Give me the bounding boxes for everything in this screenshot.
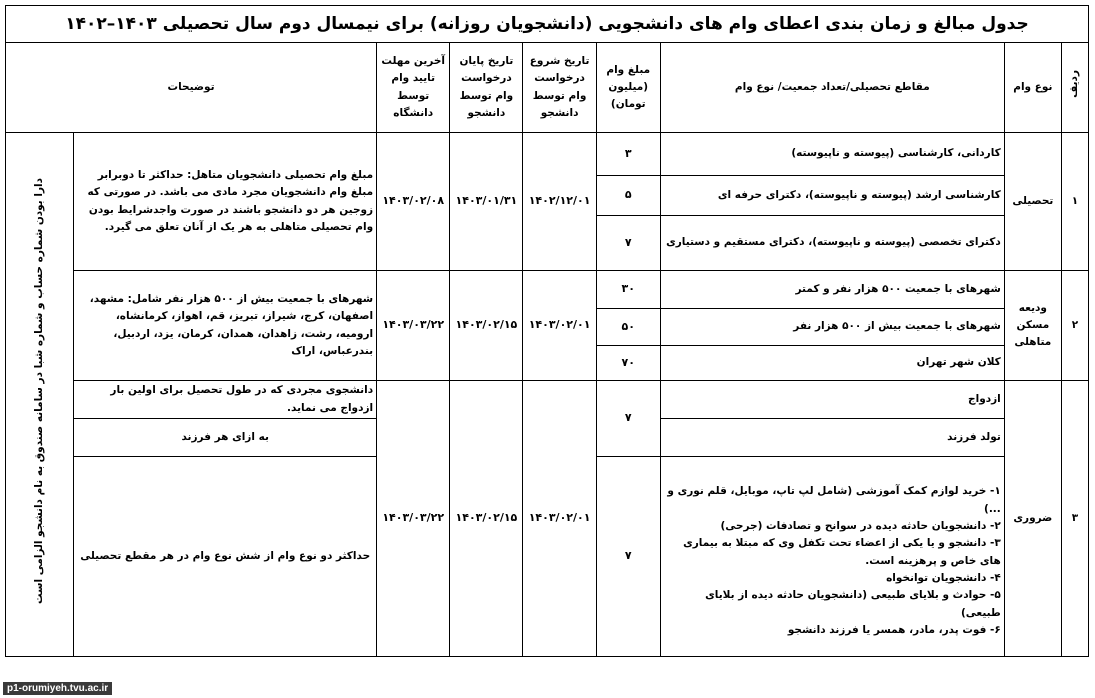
loan-note: دانشجوی مجردی که در طول تحصیل برای اولین بار ازدواج می نماید.	[74, 381, 377, 419]
header-start-date: تاریخ شروع درخواست وام توسط دانشجو	[523, 43, 596, 133]
table-row	[6, 381, 1089, 419]
header-row	[6, 43, 1089, 133]
row-number: ۱	[1061, 133, 1088, 271]
grade-item: تولد فرزند	[660, 419, 1004, 457]
grade-item: شهرهای با جمعیت ۵۰۰ هزار نفر و کمتر	[660, 271, 1004, 309]
loan-note: مبلغ وام تحصیلی دانشجویان متاهل: حداکثر تا دوبرابر مبلغ وام دانشجویان مجرد مادی می باشد. در صورتی که زوجین هر دو دانشجو باشند در صورت واجدشرایط بودن وام تحصیلی متاهلی به هر یک از آنان تعلق می گیرد.	[74, 133, 377, 271]
watermark: p1-orumiyeh.tvu.ac.ir	[3, 682, 112, 695]
amount-value: ۵	[596, 176, 660, 216]
list-item: ۱- خرید لوازم کمک آموزشی (شامل لپ تاپ، موبایل، قلم نوری و ...)	[667, 485, 1001, 515]
table-row	[6, 271, 1089, 309]
grade-item: کلان شهر تهران	[660, 346, 1004, 381]
row-number: ۲	[1061, 271, 1088, 381]
loan-note: به ازای هر فرزند	[74, 419, 377, 457]
side-note: دارا بودن شماره حساب و شماره شبا در سامانه صندوق به نام دانشجو الزامی است	[32, 178, 45, 605]
list-item: ۵- حوادث و بلایای طبیعی (دانشجویان حادثه دیده از بلایای طبیعی)	[705, 589, 1001, 619]
amount-value: ۷۰	[596, 346, 660, 381]
header-loan-type: نوع وام	[1004, 43, 1061, 133]
grade-item: دکترای تخصصی (پیوسته و ناپیوسته)، دکترای مستقیم و دستیاری	[660, 216, 1004, 271]
amount-value: ۷	[596, 457, 660, 657]
header-approval-deadline: آخرین مهلت تایید وام توسط دانشگاه	[377, 43, 450, 133]
side-note-cell	[6, 133, 74, 657]
grade-item: کارشناسی ارشد (پیوسته و ناپیوسته)، دکترای حرفه ای	[660, 176, 1004, 216]
header-grades: مقاطع تحصیلی/تعداد جمعیت/ نوع وام	[660, 43, 1004, 133]
row-number: ۳	[1061, 381, 1088, 657]
header-end-date: تاریخ پایان درخواست وام توسط دانشجو	[450, 43, 523, 133]
header-notes: توضیحات	[6, 43, 377, 133]
header-row-number: ردیف	[1061, 43, 1088, 133]
start-date: ۱۴۰۲/۱۲/۰۱	[523, 133, 596, 271]
start-date: ۱۴۰۳/۰۲/۰۱	[523, 271, 596, 381]
table-title: جدول مبالغ و زمان بندی اعطای وام های دانشجویی (دانشجویان روزانه) برای نیمسال دوم سال تحصیلی ۱۴۰۳–۱۴۰۲	[6, 6, 1089, 43]
grade-item: کاردانی، کارشناسی (پیوسته و ناپیوسته)	[660, 133, 1004, 176]
list-item: ۲- دانشجویان حادثه دیده در سوانح و تصادفات (جرحی)	[720, 519, 1001, 532]
amount-value: ۳	[596, 133, 660, 176]
list-item: ۳- دانشجو و یا یکی از اعضاء تحت تکفل وی که مبتلا به بیماری های خاص و پرهزینه است.	[683, 537, 1001, 567]
end-date: ۱۴۰۳/۰۲/۱۵	[450, 271, 523, 381]
table-row	[6, 133, 1089, 176]
amount-value: ۷	[596, 216, 660, 271]
approval-date: ۱۴۰۳/۰۳/۲۲	[377, 271, 450, 381]
loan-schedule-table	[5, 5, 1089, 657]
loan-note: حداکثر دو نوع وام از شش نوع وام در هر مقطع تحصیلی	[74, 457, 377, 657]
end-date: ۱۴۰۳/۰۲/۱۵	[450, 381, 523, 657]
amount-value: ۳۰	[596, 271, 660, 309]
list-item: ۶- فوت پدر، مادر، همسر یا فرزند دانشجو	[787, 623, 1001, 636]
loan-type: ضروری	[1004, 381, 1061, 657]
approval-date: ۱۴۰۳/۰۳/۲۲	[377, 381, 450, 657]
list-item: ۴- دانشجویان توانخواه	[886, 571, 1001, 584]
loan-type: ودیعه مسکن متاهلی	[1004, 271, 1061, 381]
emergency-reasons	[660, 467, 1004, 657]
grade-item: ازدواج	[660, 381, 1004, 419]
end-date: ۱۴۰۳/۰۱/۳۱	[450, 133, 523, 271]
grade-item: شهرهای با جمعیت بیش از ۵۰۰ هزار نفر	[660, 309, 1004, 346]
amount-value: ۷	[596, 381, 660, 457]
header-amount: مبلغ وام (میلیون تومان)	[596, 43, 660, 133]
approval-date: ۱۴۰۳/۰۲/۰۸	[377, 133, 450, 271]
loan-note: شهرهای با جمعیت بیش از ۵۰۰ هزار نفر شامل: مشهد، اصفهان، کرج، شیراز، تبریز، قم، اهواز، کرمانشاه، ارومیه، رشت، زاهدان، همدان، کرمان، یزد، اردبیل، بندرعباس، اراک	[74, 271, 377, 381]
start-date: ۱۴۰۳/۰۲/۰۱	[523, 381, 596, 657]
loan-type: تحصیلی	[1004, 133, 1061, 271]
loan-table-page	[5, 5, 1089, 691]
amount-value: ۵۰	[596, 309, 660, 346]
